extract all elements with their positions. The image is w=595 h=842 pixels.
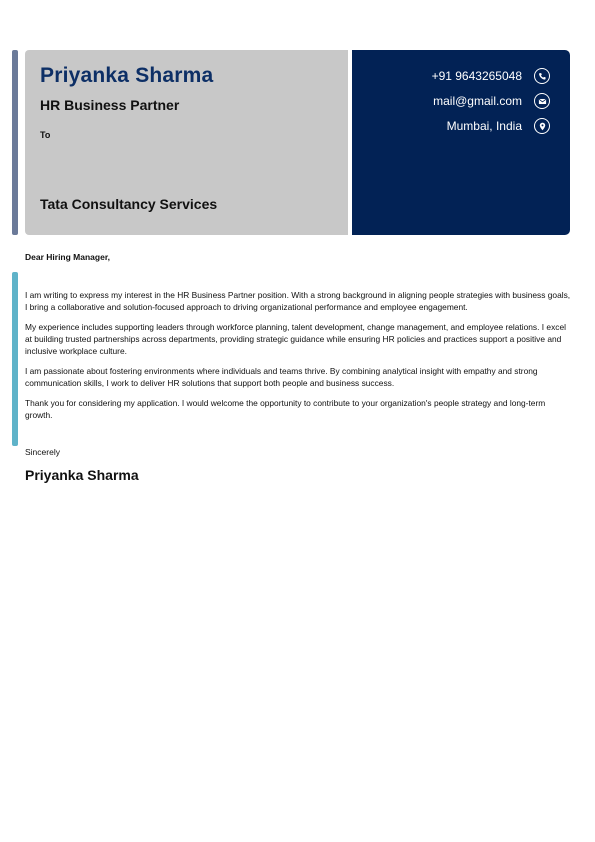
paragraph-2: My experience includes supporting leaders through workforce planning, talent development, change management, and employee relations. I excel at building trusted partnerships across departments, providing strategic guidance while ensuring HR policies and practices support a positive and inclusive workplace culture. [25,322,566,356]
paragraph-3: I am passionate about fostering environments where individuals and teams thrive. By combining analytical insight with empathy and strong communication skills, I work to deliver HR solutions that support both people and business success. [25,366,538,388]
contact-location: Mumbai, India [446,119,522,133]
contact-panel [352,50,570,235]
applicant-name: Priyanka Sharma [40,64,214,87]
salutation: Dear Hiring Manager, [25,252,111,262]
envelope-icon [534,93,550,109]
closing: Sincerely [25,447,60,457]
to-label: To [40,130,51,140]
recipient-company: Tata Consultancy Services [40,196,218,212]
contact-location-row [447,116,550,136]
paragraph-4: Thank you for considering my application. I would welcome the opportunity to contribute to your organization's people strategy and long-term growth. [25,398,546,420]
header-left-panel [25,50,348,235]
contact-phone: +91 9643265048 [431,69,522,83]
contact-phone-row [432,66,550,86]
letter-body [25,289,573,429]
contact-email-row [433,91,550,111]
paragraph-1: I am writing to express my interest in the HR Business Partner position. With a strong background in aligning people strategies with business goals, I bring a collaborative and solution-focused approach to driving organizational performance and employee engagement. [25,290,571,312]
signature-name: Priyanka Sharma [25,467,139,483]
phone-icon [534,68,550,84]
header-accent-bar [12,50,18,235]
job-title: HR Business Partner [40,97,180,113]
body-accent-bar [12,272,18,446]
location-pin-icon [534,118,550,134]
contact-email: mail@gmail.com [433,94,522,108]
